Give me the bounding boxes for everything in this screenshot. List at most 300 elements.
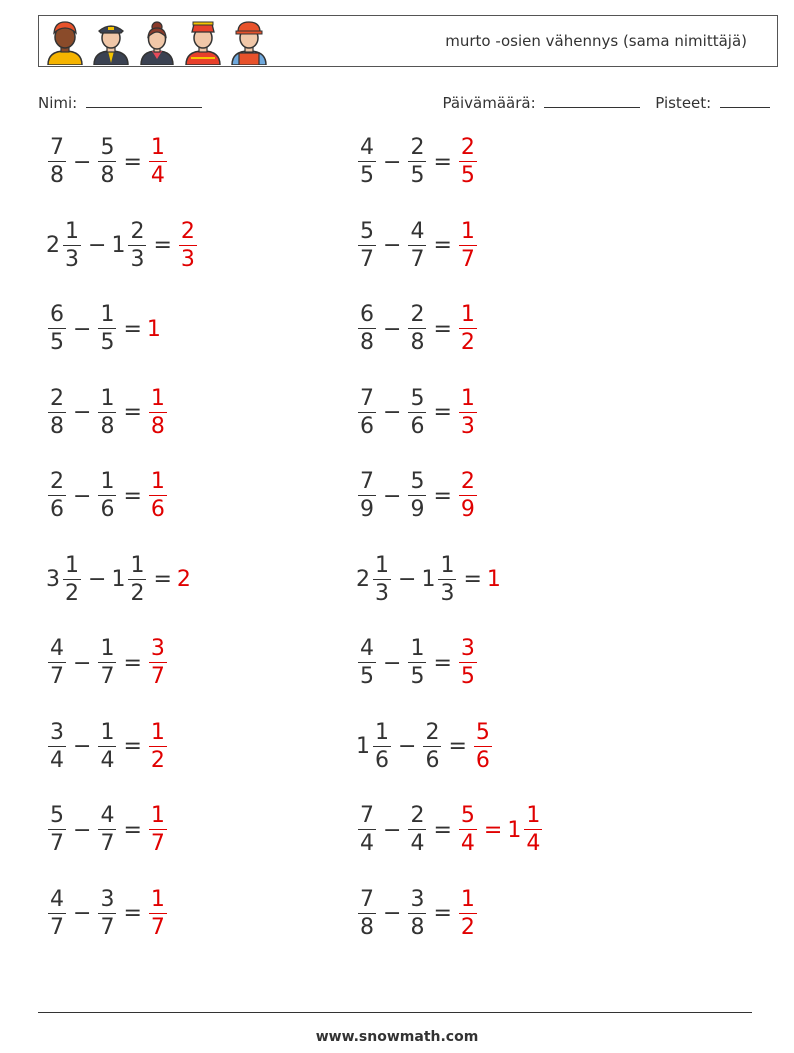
fraction (358, 471, 376, 521)
minus-sign: − (73, 400, 92, 425)
fraction (149, 886, 167, 940)
fraction (149, 805, 167, 855)
date-label: Päivämäärä: (442, 94, 536, 112)
fraction (98, 385, 116, 439)
numerator: 1 (100, 469, 115, 494)
numerator: 6 (50, 302, 64, 327)
mixed-number (46, 304, 68, 354)
mixed-number (406, 304, 428, 354)
denominator: 2 (460, 330, 475, 355)
answer (457, 638, 479, 688)
answer (147, 471, 169, 521)
equals-sign: = (483, 817, 503, 843)
whole-part: 2 (176, 567, 191, 592)
equals-sign: = (123, 650, 142, 676)
numerator: 1 (150, 803, 165, 828)
numerator: 2 (410, 302, 425, 327)
mixed-number (356, 886, 378, 940)
equals-sign: = (433, 400, 452, 425)
denominator: 7 (50, 664, 64, 689)
numerator: 6 (360, 302, 374, 327)
numerator: 1 (440, 552, 455, 578)
answer (147, 805, 169, 855)
mixed-number (406, 385, 428, 439)
fraction (358, 638, 376, 688)
fraction (48, 805, 66, 855)
denominator: 8 (360, 914, 374, 940)
numerator: 1 (100, 385, 115, 411)
whole-part: 1 (507, 817, 522, 843)
mixed-number (421, 552, 458, 606)
mixed-number (96, 886, 118, 940)
numerator: 5 (475, 719, 490, 745)
mixed-number (457, 805, 479, 855)
mixed-number (46, 218, 83, 272)
mixed-number (147, 471, 169, 521)
denominator: 5 (50, 330, 64, 355)
denominator: 3 (180, 246, 195, 272)
fraction (48, 137, 66, 187)
denominator: 6 (475, 747, 490, 773)
fraction (408, 471, 426, 521)
denominator: 9 (460, 497, 475, 522)
fraction (408, 304, 426, 354)
fraction (98, 886, 116, 940)
problem-item (46, 549, 192, 611)
answer (457, 385, 479, 439)
fraction (48, 719, 66, 773)
mixed-number (356, 552, 393, 606)
whole-part: 1 (486, 567, 501, 592)
denominator: 6 (100, 497, 115, 522)
denominator: 5 (360, 163, 374, 188)
numerator: 2 (460, 469, 475, 494)
fraction (408, 385, 426, 439)
mixed-number (111, 552, 148, 606)
mixed-number (406, 218, 428, 272)
numerator: 1 (150, 886, 165, 912)
date-blank[interactable] (544, 93, 640, 108)
numerator: 4 (360, 135, 374, 160)
mixed-number (507, 805, 544, 855)
fraction (459, 886, 477, 940)
minus-sign: − (383, 483, 402, 509)
equals-sign: = (433, 233, 452, 258)
numerator: 1 (130, 552, 145, 578)
minus-sign: − (383, 316, 402, 342)
minus-sign: − (73, 817, 92, 843)
mixed-number (46, 471, 68, 521)
mixed-number (457, 137, 479, 187)
problem-item (356, 549, 502, 611)
fraction (373, 719, 391, 773)
mixed-number (356, 805, 378, 855)
denominator: 7 (410, 246, 425, 272)
answer (147, 385, 169, 439)
problem-item (46, 799, 169, 861)
numerator: 7 (50, 135, 64, 160)
minus-sign: − (73, 734, 92, 759)
equals-sign: = (123, 817, 142, 843)
answer (457, 805, 544, 855)
denominator: 8 (100, 163, 115, 188)
mixed-number (457, 638, 479, 688)
answer (457, 886, 479, 940)
mixed-number (406, 471, 428, 521)
avatar-strip (45, 19, 269, 65)
mixed-number (46, 137, 68, 187)
equals-sign: = (433, 316, 452, 342)
minus-sign: − (383, 149, 402, 175)
mixed-number (46, 886, 68, 940)
numerator: 1 (526, 803, 541, 828)
minus-sign: − (383, 817, 402, 843)
equals-sign: = (123, 400, 142, 425)
numerator: 1 (150, 469, 165, 494)
mixed-number (457, 886, 479, 940)
mixed-number (421, 719, 443, 773)
numerator: 1 (460, 302, 475, 327)
problem-item (356, 632, 479, 694)
mixed-number (96, 385, 118, 439)
denominator: 2 (150, 747, 165, 773)
mixed-number (147, 886, 169, 940)
denominator: 7 (100, 831, 115, 856)
fraction (459, 304, 477, 354)
denominator: 7 (360, 246, 374, 272)
denominator: 6 (150, 497, 165, 522)
numerator: 2 (180, 218, 195, 244)
woman-avatar-icon (137, 19, 177, 65)
fraction (98, 137, 116, 187)
numerator: 5 (410, 385, 425, 411)
numerator: 3 (150, 636, 165, 661)
denominator: 7 (50, 831, 64, 856)
fraction (98, 719, 116, 773)
denominator: 7 (100, 914, 115, 940)
minus-sign: − (398, 567, 417, 592)
minus-sign: − (73, 483, 92, 509)
fraction (358, 385, 376, 439)
fraction (408, 805, 426, 855)
denominator: 9 (410, 497, 425, 522)
problem-item (46, 131, 169, 193)
denominator: 7 (150, 831, 165, 856)
numerator: 5 (410, 469, 425, 494)
numerator: 1 (460, 385, 475, 411)
denominator: 5 (360, 664, 374, 689)
problem-item (356, 131, 479, 193)
denominator: 4 (360, 831, 374, 856)
denominator: 7 (150, 914, 165, 940)
numerator: 7 (360, 803, 374, 828)
builder-avatar-icon (229, 19, 269, 65)
numerator: 1 (460, 218, 475, 244)
minus-sign: − (73, 149, 92, 175)
fraction (48, 638, 66, 688)
fraction (149, 638, 167, 688)
fraction (63, 552, 81, 606)
mixed-number (472, 719, 494, 773)
mixed-number (46, 805, 68, 855)
answer (487, 567, 502, 592)
minus-sign: − (383, 400, 402, 425)
numerator: 1 (100, 719, 115, 745)
equals-sign: = (153, 567, 172, 592)
denominator: 9 (360, 497, 374, 522)
numerator: 3 (460, 636, 475, 661)
equals-sign: = (123, 149, 142, 175)
worksheet-header (38, 15, 778, 67)
fraction (373, 552, 391, 606)
fraction (63, 218, 81, 272)
fraction (149, 137, 167, 187)
mixed-number (96, 719, 118, 773)
answer (457, 218, 479, 272)
denominator: 3 (65, 246, 79, 272)
minus-sign: − (383, 901, 402, 926)
problem-item (356, 215, 479, 277)
numerator: 1 (100, 636, 115, 661)
fraction (459, 638, 477, 688)
answer (457, 137, 479, 187)
fraction (98, 471, 116, 521)
whole-part: 1 (111, 567, 126, 592)
fraction (358, 805, 376, 855)
fraction (128, 552, 146, 606)
denominator: 8 (150, 413, 165, 439)
denominator: 2 (130, 580, 145, 606)
minus-sign: − (88, 233, 107, 258)
mixed-number (147, 137, 169, 187)
fraction (524, 805, 542, 855)
equals-sign: = (123, 483, 142, 509)
denominator: 6 (50, 497, 64, 522)
minus-sign: − (73, 650, 92, 676)
numerator: 5 (50, 803, 64, 828)
whole-part: 1 (111, 233, 126, 258)
problem-item (46, 215, 199, 277)
numerator: 5 (460, 803, 475, 828)
fraction (408, 218, 426, 272)
numerator: 1 (100, 302, 115, 327)
mixed-number (457, 385, 479, 439)
denominator: 3 (375, 580, 389, 606)
numerator: 1 (65, 218, 79, 244)
fraction (48, 471, 66, 521)
footer-divider (38, 1012, 752, 1013)
mixed-number (406, 886, 428, 940)
fraction (459, 385, 477, 439)
denominator: 8 (50, 163, 64, 188)
score-label: Pisteet: (655, 94, 712, 112)
mixed-number (177, 567, 192, 592)
minus-sign: − (88, 567, 107, 592)
fraction (474, 719, 492, 773)
denominator: 4 (50, 747, 64, 773)
minus-sign: − (383, 650, 402, 676)
mixed-number (147, 638, 169, 688)
denominator: 4 (526, 831, 541, 856)
answer (457, 304, 479, 354)
equals-sign: = (448, 734, 467, 759)
problem-item (46, 883, 169, 945)
fraction (408, 886, 426, 940)
denominator: 3 (440, 580, 455, 606)
whole-part: 1 (421, 567, 436, 592)
numerator: 3 (410, 886, 425, 912)
numerator: 2 (50, 469, 64, 494)
name-blank[interactable] (86, 93, 202, 108)
whole-part: 1 (146, 316, 161, 342)
fraction (358, 137, 376, 187)
fraction (423, 719, 441, 773)
numerator: 2 (410, 803, 425, 828)
numerator: 7 (360, 886, 374, 912)
mixed-number (356, 137, 378, 187)
numerator: 2 (410, 135, 425, 160)
firefighter-avatar-icon (183, 19, 223, 65)
fraction (179, 218, 197, 272)
numerator: 4 (50, 886, 64, 912)
denominator: 4 (100, 747, 115, 773)
denominator: 6 (375, 747, 389, 773)
problem-item (356, 382, 479, 444)
denominator: 2 (460, 914, 475, 940)
mixed-number (147, 317, 162, 342)
mixed-number (111, 218, 148, 272)
mixed-number (147, 385, 169, 439)
answer (472, 719, 494, 773)
equals-sign: = (433, 483, 452, 509)
mixed-number (46, 385, 68, 439)
denominator: 7 (50, 914, 64, 940)
numerator: 4 (360, 636, 374, 661)
denominator: 4 (410, 831, 425, 856)
problem-item (46, 298, 162, 360)
equals-sign: = (433, 817, 452, 843)
denominator: 7 (150, 664, 165, 689)
name-field (38, 93, 202, 112)
denominator: 6 (360, 413, 374, 439)
answer (147, 638, 169, 688)
equals-sign: = (123, 734, 142, 759)
mixed-number (356, 304, 378, 354)
answer (147, 719, 169, 773)
problem-item (46, 632, 169, 694)
mixed-number (356, 385, 378, 439)
fraction (48, 886, 66, 940)
fraction (98, 805, 116, 855)
fraction (149, 719, 167, 773)
mixed-number (46, 638, 68, 688)
denominator: 5 (410, 664, 425, 689)
numerator: 4 (410, 218, 425, 244)
equals-sign: = (433, 650, 452, 676)
denominator: 3 (130, 246, 145, 272)
fraction (408, 638, 426, 688)
answer (147, 886, 169, 940)
numerator: 3 (100, 886, 115, 912)
denominator: 8 (410, 914, 425, 940)
numerator: 3 (50, 719, 64, 745)
denominator: 3 (460, 413, 475, 439)
fraction (459, 471, 477, 521)
mixed-number (406, 137, 428, 187)
fraction (98, 638, 116, 688)
fraction (48, 304, 66, 354)
mixed-number (487, 567, 502, 592)
numerator: 5 (360, 218, 374, 244)
score-blank[interactable] (720, 93, 770, 108)
mixed-number (356, 638, 378, 688)
problem-item (356, 298, 479, 360)
answer (177, 567, 192, 592)
numerator: 1 (65, 552, 79, 578)
worksheet-title: murto -osien vähennys (sama nimittäjä) (445, 32, 747, 50)
numerator: 1 (375, 552, 389, 578)
fraction (149, 385, 167, 439)
denominator: 5 (460, 664, 475, 689)
mixed-number (46, 719, 68, 773)
denominator: 4 (150, 163, 165, 188)
denominator: 4 (460, 831, 475, 856)
problem-item (356, 883, 479, 945)
fraction (438, 552, 456, 606)
worker-avatar-1-icon (45, 19, 85, 65)
denominator: 5 (100, 330, 115, 355)
fraction (149, 471, 167, 521)
pilot-avatar-icon (91, 19, 131, 65)
fraction (358, 886, 376, 940)
problem-item (46, 716, 169, 778)
mixed-number (96, 137, 118, 187)
mixed-number (96, 805, 118, 855)
mixed-number (406, 805, 428, 855)
answer (147, 317, 162, 342)
numerator: 1 (410, 636, 425, 661)
mixed-number (46, 552, 83, 606)
equals-sign: = (433, 901, 452, 926)
numerator: 2 (425, 719, 440, 745)
numerator: 2 (460, 135, 475, 160)
problem-item (46, 465, 169, 527)
mixed-number (96, 304, 118, 354)
denominator: 8 (100, 413, 115, 439)
equals-sign: = (463, 567, 482, 592)
mixed-number (356, 719, 393, 773)
denominator: 8 (410, 330, 425, 355)
problem-item (356, 465, 479, 527)
numerator: 7 (360, 385, 374, 411)
numerator: 1 (150, 385, 165, 411)
numerator: 2 (130, 218, 145, 244)
mixed-number (96, 638, 118, 688)
name-label: Nimi: (38, 94, 78, 112)
denominator: 8 (50, 413, 64, 439)
numerator: 4 (50, 636, 64, 661)
numerator: 1 (460, 886, 475, 912)
answer (457, 471, 479, 521)
answer (177, 218, 199, 272)
whole-part: 2 (46, 233, 60, 258)
problem-item (356, 799, 544, 861)
denominator: 5 (460, 163, 475, 188)
fraction (459, 218, 477, 272)
fraction (459, 137, 477, 187)
fraction (98, 304, 116, 354)
equals-sign: = (123, 901, 142, 926)
